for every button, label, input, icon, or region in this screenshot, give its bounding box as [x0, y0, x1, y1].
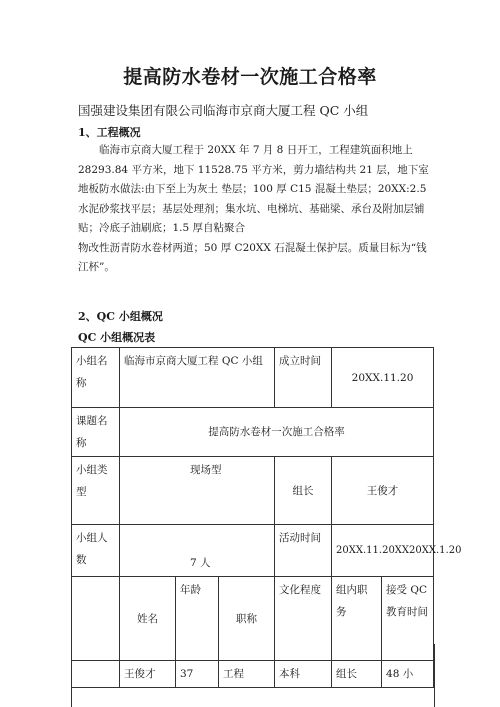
table-continuation — [71, 644, 435, 707]
qc-group-table — [71, 347, 462, 688]
cell-type-value: 现场型 — [120, 457, 275, 525]
section-heading-overview: 1、工程概况 — [78, 126, 141, 139]
member-role: 组长 — [332, 661, 382, 688]
overview-paragraph-2: 物改性沥青防水卷材两道；50 厚 C20XX 石混凝土保护层。质量目标为“钱江杯”。 — [78, 241, 427, 273]
member-title: 工程 — [219, 661, 275, 688]
table-row-group-name — [72, 348, 434, 408]
cell-group-name-value: 临海市京商大厦工程 QC 小组 — [120, 348, 275, 408]
cell-activity-label: 活动时间 — [275, 525, 332, 577]
cell-leader-label: 组长 — [275, 457, 332, 525]
header-education: 文化程度 — [275, 577, 332, 661]
header-role: 组内职务 — [332, 577, 382, 661]
cell-leader-value: 王俊才 — [332, 457, 434, 525]
table-heading: QC 小组概况表 — [78, 331, 156, 344]
table-row-members — [72, 525, 434, 577]
cell-activity-value: 20XX.11.20XX20XX.1.20 — [332, 525, 434, 577]
table-row-group-type — [72, 457, 434, 525]
member-training: 48 小 — [382, 661, 434, 688]
cell-type-label: 小组类型 — [72, 457, 120, 525]
overview-paragraph-1: 临海市京商大厦工程于 20XX 年 7 月 8 日开工，工程建筑面积地上 28293.84 平方米，地下 11528.75 平方米，剪力墙结构共 21 层，地下室地板防水做法:由下至上为灰土 垫层；100 厚 C15 混凝土垫层；20XX:2.5 水泥砂浆找平层；基层处理剂；集水坑、电梯坑、基础梁、承台及附加层铺贴；冷底子油刷底；1.5 厚自粘聚合 — [78, 144, 429, 234]
member-education: 本科 — [275, 661, 332, 688]
cell-members-value: 7 人 — [120, 525, 275, 577]
cell-founded-value: 20XX.11.20 — [332, 348, 434, 408]
member-name: 王俊才 — [120, 661, 176, 688]
header-training: 接受 QC 教育时间 — [382, 577, 434, 661]
cell-topic-value: 提高防水卷材一次施工合格率 — [120, 408, 434, 457]
document-subtitle: 国强建设集团有限公司临海市京商大厦工程 QC 小组 — [78, 103, 369, 118]
table-row-topic — [72, 408, 434, 457]
member-age: 37 — [176, 661, 219, 688]
header-age: 年龄 — [176, 577, 219, 661]
cell-group-name-label: 小组名称 — [72, 348, 120, 408]
overview-body — [78, 141, 432, 278]
cell-members-label: 小组人数 — [72, 525, 120, 577]
header-name: 姓名 — [120, 577, 176, 661]
header-title: 职称 — [219, 577, 275, 661]
section-heading-qc-group: 2、QC 小组概况 — [78, 310, 163, 323]
cell-founded-label: 成立时间 — [275, 348, 332, 408]
cell-topic-label: 课题名称 — [72, 408, 120, 457]
document-title: 提高防水卷材一次施工合格率 — [123, 66, 377, 88]
